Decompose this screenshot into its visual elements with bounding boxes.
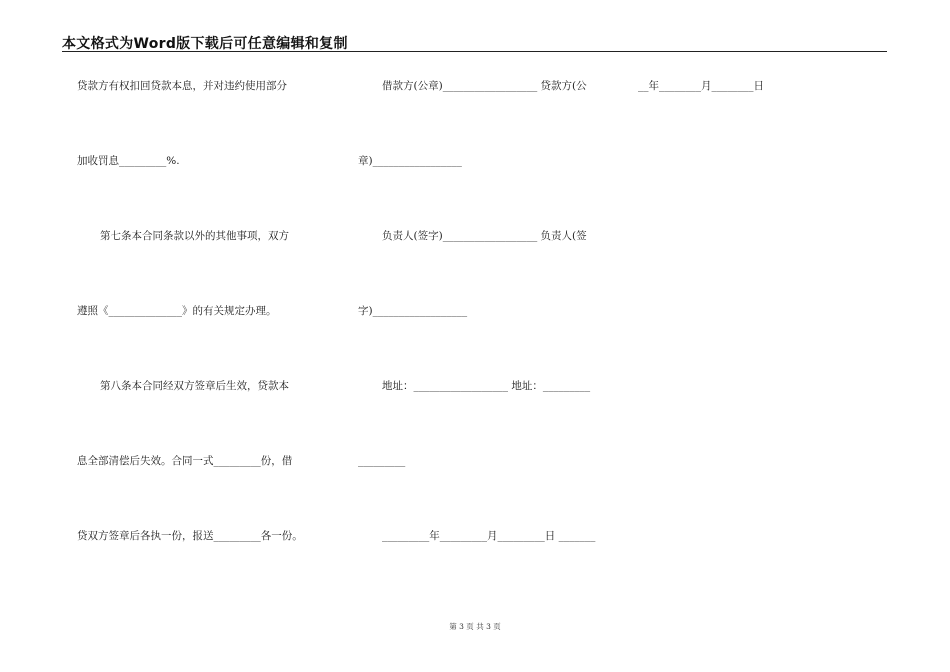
right-line-3: 负责人(签字)__________________ 负责人(签 [382, 230, 587, 242]
right-line-5: 地址：__________________ 地址：_________ [382, 380, 591, 392]
left-line-3: 第七条本合同条款以外的其他事项，双方 [100, 230, 289, 242]
right-line-7: _________年_________月_________日 _______ [382, 530, 596, 542]
page-number-footer: 第 3 页 共 3 页 [449, 622, 501, 631]
right-line-6: _________ [358, 455, 406, 467]
left-line-7: 贷双方签章后各执一份，报送_________各一份。 [77, 530, 303, 542]
right-line-4: 字)__________________ [358, 305, 468, 317]
document-header-title: 本文格式为Word版下载后可任意编辑和复制 [62, 36, 348, 52]
left-line-1: 贷款方有权扣回贷款本息，并对违约使用部分 [77, 80, 287, 92]
left-line-5: 第八条本合同经双方签章后生效，贷款本 [100, 380, 289, 392]
right-line-2: 章)_________________ [358, 155, 462, 167]
left-line-2: 加收罚息_________%. [77, 155, 180, 167]
left-line-6: 息全部清偿后失效。合同一式_________份，借 [77, 455, 293, 467]
right-line-1-date: __年________月________日 [638, 80, 764, 92]
left-line-4: 遵照《______________》的有关规定办理。 [77, 305, 277, 317]
header-rule [62, 51, 887, 52]
right-line-1: 借款方(公章)__________________ 贷款方(公 [382, 80, 587, 92]
